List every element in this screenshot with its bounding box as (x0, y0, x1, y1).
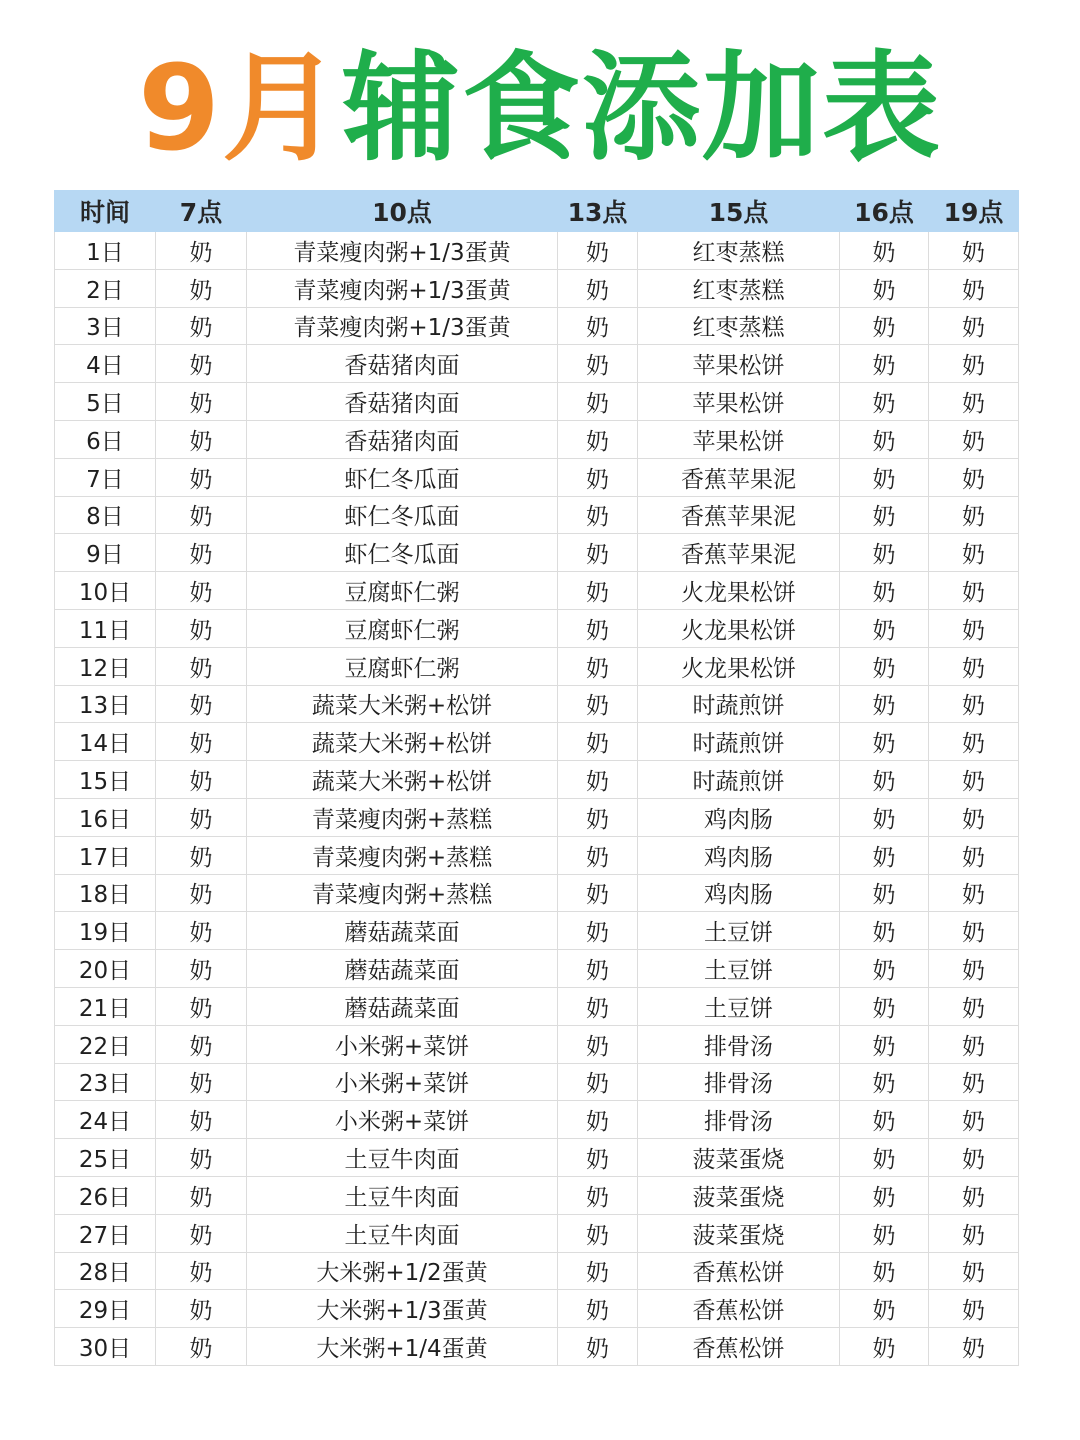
header-10: 10点 (247, 191, 558, 232)
day-cell: 8日 (55, 496, 156, 534)
meal-10-cell: 大米粥+1/4蛋黄 (247, 1328, 558, 1366)
milk-19-cell: 奶 (929, 950, 1019, 988)
milk-7-cell: 奶 (156, 685, 247, 723)
day-cell: 4日 (55, 345, 156, 383)
milk-16-cell: 奶 (840, 1214, 929, 1252)
snack-15-cell: 排骨汤 (638, 1063, 840, 1101)
milk-19-cell: 奶 (929, 836, 1019, 874)
milk-16-cell: 奶 (840, 458, 929, 496)
milk-13-cell: 奶 (558, 761, 638, 799)
meal-10-cell: 蘑菇蔬菜面 (247, 912, 558, 950)
snack-15-cell: 菠菜蛋烧 (638, 1214, 840, 1252)
milk-19-cell: 奶 (929, 874, 1019, 912)
milk-7-cell: 奶 (156, 1328, 247, 1366)
milk-7-cell: 奶 (156, 874, 247, 912)
day-cell: 27日 (55, 1214, 156, 1252)
milk-13-cell: 奶 (558, 1328, 638, 1366)
milk-13-cell: 奶 (558, 420, 638, 458)
table-row (55, 1139, 1019, 1177)
page-title (0, 38, 1080, 178)
milk-16-cell: 奶 (840, 836, 929, 874)
milk-13-cell: 奶 (558, 307, 638, 345)
table-row (55, 1252, 1019, 1290)
day-cell: 19日 (55, 912, 156, 950)
milk-19-cell: 奶 (929, 1025, 1019, 1063)
milk-13-cell: 奶 (558, 723, 638, 761)
milk-16-cell: 奶 (840, 1063, 929, 1101)
table-row (55, 987, 1019, 1025)
milk-16-cell: 奶 (840, 685, 929, 723)
table-row (55, 798, 1019, 836)
milk-7-cell: 奶 (156, 761, 247, 799)
snack-15-cell: 红枣蒸糕 (638, 307, 840, 345)
title-text: 辅食添加表 (342, 39, 943, 177)
day-cell: 3日 (55, 307, 156, 345)
milk-16-cell: 奶 (840, 1290, 929, 1328)
milk-19-cell: 奶 (929, 496, 1019, 534)
snack-15-cell: 土豆饼 (638, 950, 840, 988)
milk-16-cell: 奶 (840, 1025, 929, 1063)
table-row (55, 307, 1019, 345)
table-row (55, 761, 1019, 799)
meal-10-cell: 青菜瘦肉粥+蒸糕 (247, 836, 558, 874)
table-row (55, 383, 1019, 421)
milk-7-cell: 奶 (156, 232, 247, 270)
meal-10-cell: 土豆牛肉面 (247, 1176, 558, 1214)
day-cell: 7日 (55, 458, 156, 496)
day-cell: 15日 (55, 761, 156, 799)
milk-7-cell: 奶 (156, 269, 247, 307)
milk-7-cell: 奶 (156, 836, 247, 874)
milk-7-cell: 奶 (156, 1252, 247, 1290)
milk-16-cell: 奶 (840, 269, 929, 307)
meal-10-cell: 大米粥+1/3蛋黄 (247, 1290, 558, 1328)
milk-16-cell: 奶 (840, 420, 929, 458)
snack-15-cell: 香蕉松饼 (638, 1252, 840, 1290)
milk-13-cell: 奶 (558, 458, 638, 496)
meal-10-cell: 香菇猪肉面 (247, 383, 558, 421)
day-cell: 23日 (55, 1063, 156, 1101)
table-row (55, 269, 1019, 307)
snack-15-cell: 香蕉松饼 (638, 1328, 840, 1366)
table-row (55, 1214, 1019, 1252)
milk-16-cell: 奶 (840, 912, 929, 950)
day-cell: 1日 (55, 232, 156, 270)
milk-16-cell: 奶 (840, 987, 929, 1025)
milk-13-cell: 奶 (558, 1252, 638, 1290)
milk-19-cell: 奶 (929, 572, 1019, 610)
meal-10-cell: 蔬菜大米粥+松饼 (247, 723, 558, 761)
table-row (55, 1328, 1019, 1366)
header-row (55, 191, 1019, 232)
table-row (55, 1176, 1019, 1214)
milk-7-cell: 奶 (156, 723, 247, 761)
meal-10-cell: 青菜瘦肉粥+蒸糕 (247, 874, 558, 912)
table-row (55, 496, 1019, 534)
milk-13-cell: 奶 (558, 383, 638, 421)
table-row (55, 874, 1019, 912)
meal-10-cell: 蘑菇蔬菜面 (247, 950, 558, 988)
snack-15-cell: 红枣蒸糕 (638, 232, 840, 270)
meal-10-cell: 蔬菜大米粥+松饼 (247, 685, 558, 723)
milk-19-cell: 奶 (929, 1328, 1019, 1366)
milk-19-cell: 奶 (929, 1214, 1019, 1252)
milk-13-cell: 奶 (558, 836, 638, 874)
milk-7-cell: 奶 (156, 345, 247, 383)
milk-7-cell: 奶 (156, 609, 247, 647)
header-16: 16点 (840, 191, 929, 232)
milk-19-cell: 奶 (929, 798, 1019, 836)
milk-19-cell: 奶 (929, 1139, 1019, 1177)
snack-15-cell: 时蔬煎饼 (638, 761, 840, 799)
milk-19-cell: 奶 (929, 761, 1019, 799)
table-row (55, 1025, 1019, 1063)
milk-16-cell: 奶 (840, 950, 929, 988)
snack-15-cell: 鸡肉肠 (638, 798, 840, 836)
milk-13-cell: 奶 (558, 685, 638, 723)
table-row (55, 420, 1019, 458)
milk-19-cell: 奶 (929, 232, 1019, 270)
table-row (55, 609, 1019, 647)
snack-15-cell: 鸡肉肠 (638, 836, 840, 874)
snack-15-cell: 排骨汤 (638, 1101, 840, 1139)
day-cell: 14日 (55, 723, 156, 761)
table-row (55, 458, 1019, 496)
table-row (55, 572, 1019, 610)
milk-19-cell: 奶 (929, 1101, 1019, 1139)
snack-15-cell: 香蕉苹果泥 (638, 534, 840, 572)
milk-19-cell: 奶 (929, 647, 1019, 685)
meal-10-cell: 土豆牛肉面 (247, 1214, 558, 1252)
snack-15-cell: 苹果松饼 (638, 345, 840, 383)
milk-16-cell: 奶 (840, 1252, 929, 1290)
milk-16-cell: 奶 (840, 383, 929, 421)
header-time: 时间 (55, 191, 156, 232)
milk-13-cell: 奶 (558, 987, 638, 1025)
snack-15-cell: 火龙果松饼 (638, 647, 840, 685)
day-cell: 12日 (55, 647, 156, 685)
day-cell: 9日 (55, 534, 156, 572)
table-row (55, 232, 1019, 270)
milk-19-cell: 奶 (929, 420, 1019, 458)
milk-7-cell: 奶 (156, 798, 247, 836)
milk-7-cell: 奶 (156, 987, 247, 1025)
milk-7-cell: 奶 (156, 420, 247, 458)
milk-19-cell: 奶 (929, 458, 1019, 496)
milk-16-cell: 奶 (840, 307, 929, 345)
snack-15-cell: 土豆饼 (638, 912, 840, 950)
milk-19-cell: 奶 (929, 1063, 1019, 1101)
milk-19-cell: 奶 (929, 1252, 1019, 1290)
milk-7-cell: 奶 (156, 458, 247, 496)
meal-10-cell: 豆腐虾仁粥 (247, 647, 558, 685)
day-cell: 5日 (55, 383, 156, 421)
milk-16-cell: 奶 (840, 496, 929, 534)
milk-16-cell: 奶 (840, 1176, 929, 1214)
snack-15-cell: 土豆饼 (638, 987, 840, 1025)
day-cell: 30日 (55, 1328, 156, 1366)
milk-7-cell: 奶 (156, 383, 247, 421)
milk-7-cell: 奶 (156, 950, 247, 988)
snack-15-cell: 苹果松饼 (638, 383, 840, 421)
snack-15-cell: 时蔬煎饼 (638, 723, 840, 761)
day-cell: 17日 (55, 836, 156, 874)
table-row (55, 534, 1019, 572)
table-row (55, 685, 1019, 723)
milk-19-cell: 奶 (929, 1290, 1019, 1328)
milk-19-cell: 奶 (929, 609, 1019, 647)
table-row (55, 723, 1019, 761)
milk-13-cell: 奶 (558, 1063, 638, 1101)
milk-13-cell: 奶 (558, 1139, 638, 1177)
milk-7-cell: 奶 (156, 1101, 247, 1139)
snack-15-cell: 时蔬煎饼 (638, 685, 840, 723)
milk-19-cell: 奶 (929, 1176, 1019, 1214)
snack-15-cell: 菠菜蛋烧 (638, 1139, 840, 1177)
milk-7-cell: 奶 (156, 307, 247, 345)
title-month: 9月 (137, 39, 343, 177)
meal-10-cell: 青菜瘦肉粥+1/3蛋黄 (247, 232, 558, 270)
meal-10-cell: 豆腐虾仁粥 (247, 572, 558, 610)
meal-10-cell: 小米粥+菜饼 (247, 1101, 558, 1139)
table-row (55, 950, 1019, 988)
table-row (55, 912, 1019, 950)
day-cell: 2日 (55, 269, 156, 307)
day-cell: 21日 (55, 987, 156, 1025)
milk-13-cell: 奶 (558, 647, 638, 685)
header-13: 13点 (558, 191, 638, 232)
milk-19-cell: 奶 (929, 987, 1019, 1025)
day-cell: 20日 (55, 950, 156, 988)
milk-16-cell: 奶 (840, 798, 929, 836)
milk-7-cell: 奶 (156, 1290, 247, 1328)
day-cell: 13日 (55, 685, 156, 723)
snack-15-cell: 鸡肉肠 (638, 874, 840, 912)
meal-10-cell: 青菜瘦肉粥+1/3蛋黄 (247, 269, 558, 307)
milk-16-cell: 奶 (840, 761, 929, 799)
milk-13-cell: 奶 (558, 1290, 638, 1328)
milk-16-cell: 奶 (840, 647, 929, 685)
day-cell: 6日 (55, 420, 156, 458)
meal-10-cell: 青菜瘦肉粥+1/3蛋黄 (247, 307, 558, 345)
milk-16-cell: 奶 (840, 1101, 929, 1139)
milk-16-cell: 奶 (840, 534, 929, 572)
snack-15-cell: 香蕉苹果泥 (638, 458, 840, 496)
meal-10-cell: 大米粥+1/2蛋黄 (247, 1252, 558, 1290)
day-cell: 11日 (55, 609, 156, 647)
milk-13-cell: 奶 (558, 1025, 638, 1063)
milk-19-cell: 奶 (929, 685, 1019, 723)
header-19: 19点 (929, 191, 1019, 232)
table-row (55, 1101, 1019, 1139)
milk-7-cell: 奶 (156, 912, 247, 950)
milk-13-cell: 奶 (558, 1176, 638, 1214)
milk-7-cell: 奶 (156, 1025, 247, 1063)
meal-10-cell: 青菜瘦肉粥+蒸糕 (247, 798, 558, 836)
meal-10-cell: 土豆牛肉面 (247, 1139, 558, 1177)
milk-16-cell: 奶 (840, 232, 929, 270)
milk-19-cell: 奶 (929, 269, 1019, 307)
milk-13-cell: 奶 (558, 798, 638, 836)
milk-16-cell: 奶 (840, 1139, 929, 1177)
milk-19-cell: 奶 (929, 912, 1019, 950)
milk-13-cell: 奶 (558, 269, 638, 307)
meal-10-cell: 豆腐虾仁粥 (247, 609, 558, 647)
milk-16-cell: 奶 (840, 345, 929, 383)
table-row (55, 1290, 1019, 1328)
meal-10-cell: 虾仁冬瓜面 (247, 534, 558, 572)
snack-15-cell: 火龙果松饼 (638, 609, 840, 647)
day-cell: 10日 (55, 572, 156, 610)
milk-16-cell: 奶 (840, 572, 929, 610)
day-cell: 24日 (55, 1101, 156, 1139)
milk-7-cell: 奶 (156, 647, 247, 685)
milk-13-cell: 奶 (558, 950, 638, 988)
meal-10-cell: 蔬菜大米粥+松饼 (247, 761, 558, 799)
meal-10-cell: 香菇猪肉面 (247, 420, 558, 458)
milk-19-cell: 奶 (929, 307, 1019, 345)
meal-10-cell: 小米粥+菜饼 (247, 1025, 558, 1063)
milk-16-cell: 奶 (840, 609, 929, 647)
header-15: 15点 (638, 191, 840, 232)
day-cell: 29日 (55, 1290, 156, 1328)
meal-10-cell: 虾仁冬瓜面 (247, 496, 558, 534)
table-row (55, 836, 1019, 874)
milk-13-cell: 奶 (558, 534, 638, 572)
milk-13-cell: 奶 (558, 572, 638, 610)
milk-7-cell: 奶 (156, 496, 247, 534)
day-cell: 28日 (55, 1252, 156, 1290)
day-cell: 26日 (55, 1176, 156, 1214)
day-cell: 22日 (55, 1025, 156, 1063)
milk-7-cell: 奶 (156, 534, 247, 572)
snack-15-cell: 排骨汤 (638, 1025, 840, 1063)
milk-13-cell: 奶 (558, 912, 638, 950)
milk-13-cell: 奶 (558, 232, 638, 270)
snack-15-cell: 火龙果松饼 (638, 572, 840, 610)
milk-19-cell: 奶 (929, 383, 1019, 421)
milk-19-cell: 奶 (929, 723, 1019, 761)
milk-13-cell: 奶 (558, 496, 638, 534)
table-row (55, 1063, 1019, 1101)
table-row (55, 647, 1019, 685)
milk-13-cell: 奶 (558, 609, 638, 647)
snack-15-cell: 香蕉苹果泥 (638, 496, 840, 534)
milk-7-cell: 奶 (156, 1176, 247, 1214)
milk-13-cell: 奶 (558, 1214, 638, 1252)
milk-7-cell: 奶 (156, 1214, 247, 1252)
milk-16-cell: 奶 (840, 874, 929, 912)
meal-10-cell: 小米粥+菜饼 (247, 1063, 558, 1101)
milk-7-cell: 奶 (156, 572, 247, 610)
meal-10-cell: 虾仁冬瓜面 (247, 458, 558, 496)
milk-7-cell: 奶 (156, 1063, 247, 1101)
header-7: 7点 (156, 191, 247, 232)
milk-7-cell: 奶 (156, 1139, 247, 1177)
milk-16-cell: 奶 (840, 723, 929, 761)
snack-15-cell: 菠菜蛋烧 (638, 1176, 840, 1214)
day-cell: 16日 (55, 798, 156, 836)
milk-19-cell: 奶 (929, 345, 1019, 383)
milk-13-cell: 奶 (558, 345, 638, 383)
milk-16-cell: 奶 (840, 1328, 929, 1366)
meal-10-cell: 蘑菇蔬菜面 (247, 987, 558, 1025)
milk-13-cell: 奶 (558, 874, 638, 912)
milk-19-cell: 奶 (929, 534, 1019, 572)
snack-15-cell: 苹果松饼 (638, 420, 840, 458)
schedule-table (54, 190, 1019, 1366)
meal-10-cell: 香菇猪肉面 (247, 345, 558, 383)
day-cell: 18日 (55, 874, 156, 912)
snack-15-cell: 红枣蒸糕 (638, 269, 840, 307)
snack-15-cell: 香蕉松饼 (638, 1290, 840, 1328)
table-row (55, 345, 1019, 383)
day-cell: 25日 (55, 1139, 156, 1177)
milk-13-cell: 奶 (558, 1101, 638, 1139)
